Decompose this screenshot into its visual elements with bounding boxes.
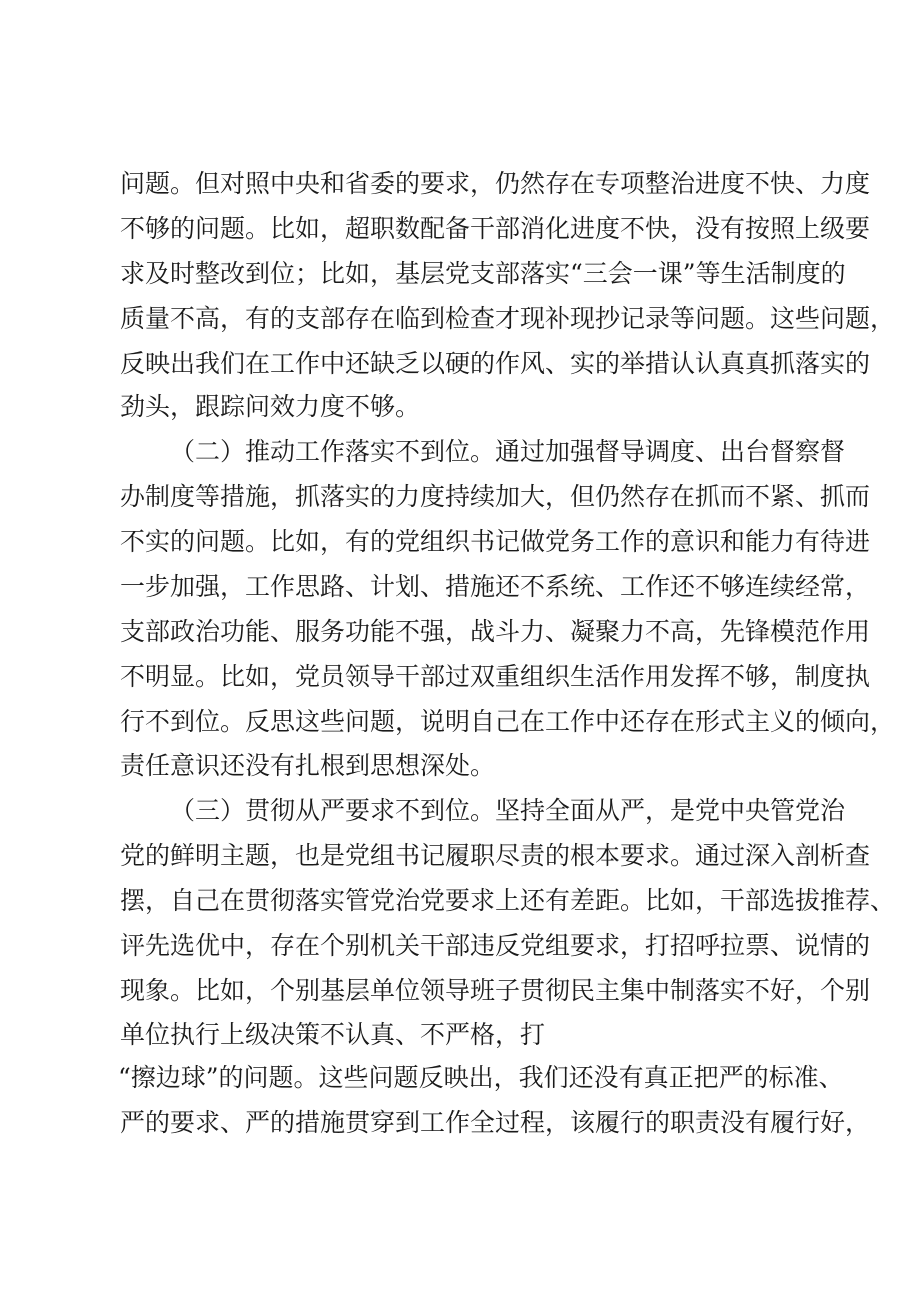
paragraph-line: 不实的问题。比如，有的党组织书记做党务工作的意识和能力有待进: [120, 527, 871, 556]
paragraph-line: 反映出我们在工作中还缺乏以硬的作风、实的举措认认真真抓落实的: [120, 349, 871, 378]
paragraph-line: 行不到位。反思这些问题，说明自己在工作中还存在形式主义的倾向，: [120, 707, 896, 736]
paragraph-line: “擦边球”的问题。这些问题反映出，我们还没有真正把严的标准、: [118, 1063, 844, 1092]
paragraph-line: 劲头，跟踪问效力度不够。: [120, 392, 421, 421]
paragraph-line: 严的要求、严的措施贯穿到工作全过程，该履行的职责没有履行好，: [120, 1108, 871, 1137]
section-heading-line: （二）推动工作落实不到位。通过加强督导调度、出台督察督: [170, 437, 846, 466]
paragraph-line: 责任意识还没有扎根到思想深处。: [120, 751, 496, 780]
paragraph-line: 现象。比如，个别基层单位领导班子贯彻民主集中制落实不好，个别: [120, 976, 871, 1005]
paragraph-line: 求及时整改到位；比如，基层党支部落实“三会一课”等生活制度的: [120, 259, 846, 288]
paragraph-line: 一步加强，工作思路、计划、措施还不系统、工作还不够连续经常，: [120, 572, 871, 601]
paragraph-line: 支部政治功能、服务功能不强，战斗力、凝聚力不高，先锋模范作用: [120, 617, 871, 646]
paragraph-line: 问题。但对照中央和省委的要求，仍然存在专项整治进度不快、力度: [120, 169, 871, 198]
paragraph-line: 评先选优中，存在个别机关干部违反党组要求，打招呼拉票、说情的: [120, 931, 871, 960]
paragraph-line: 摆，自己在贯彻落实管党治党要求上还有差距。比如，干部选拔推荐、: [120, 886, 896, 915]
paragraph-line: 不明显。比如，党员领导干部过双重组织生活作用发挥不够，制度执: [120, 662, 871, 691]
paragraph-line: 办制度等措施，抓落实的力度持续加大，但仍然存在抓而不紧、抓而: [120, 482, 871, 511]
paragraph-line: 单位执行上级决策不认真、不严格，打: [120, 1020, 546, 1049]
paragraph-line: 不够的问题。比如，超职数配备干部消化进度不快，没有按照上级要: [120, 214, 871, 243]
paragraph-line: 党的鲜明主题，也是党组书记履职尽责的根本要求。通过深入剖析查: [120, 841, 871, 870]
section-heading-line: （三）贯彻从严要求不到位。坚持全面从严，是党中央管党治: [170, 796, 846, 825]
paragraph-line: 质量不高，有的支部存在临到检查才现补现抄记录等问题。这些问题，: [120, 304, 896, 333]
